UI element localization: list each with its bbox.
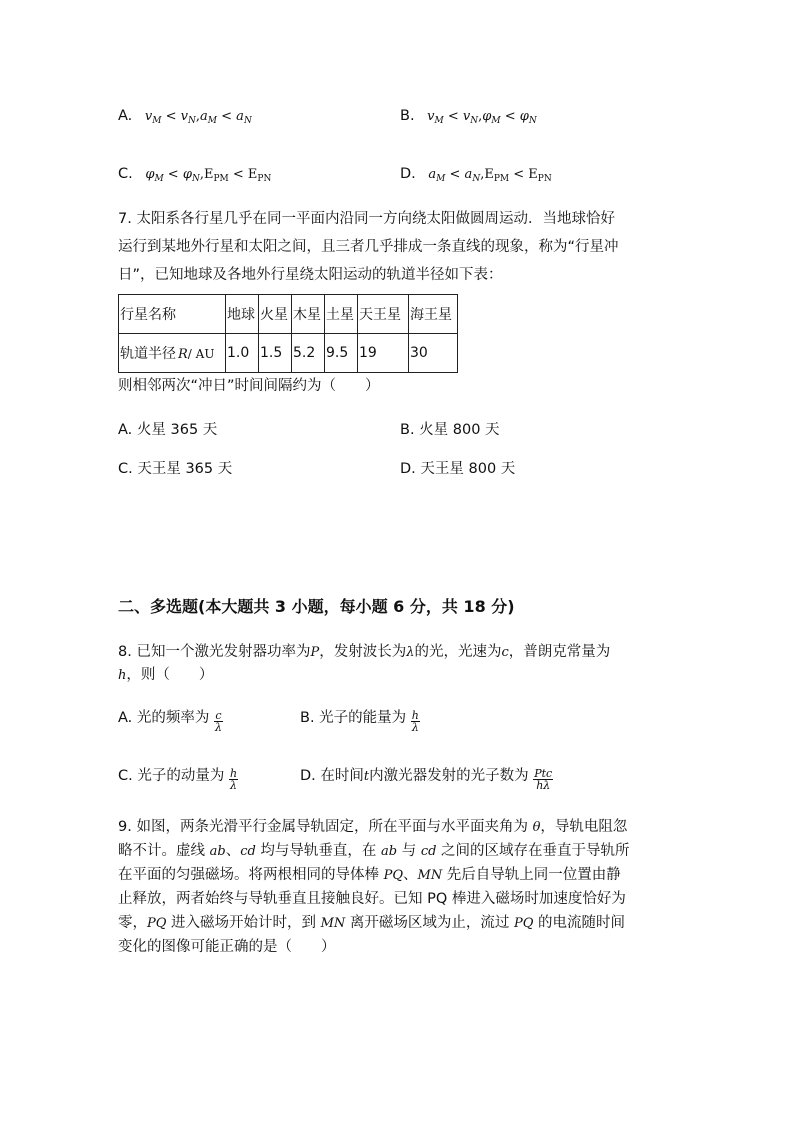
table-row bbox=[119, 334, 458, 373]
planet-orbit-table bbox=[118, 294, 458, 373]
q6-b-formula: $v_M < v_N,\varphi_M < \varphi_N$ bbox=[427, 109, 537, 126]
q7-option-a: A. 火星 365 天 bbox=[118, 422, 218, 438]
q7-line-3: 日”，已知地球及各地外行星绕太阳运动的轨道半径如下表： bbox=[118, 267, 503, 283]
q9-line-4: 止释放，两者始终与导轨垂直且接触良好。已知 PQ 棒进入磁场时加速度恰好为 bbox=[118, 891, 626, 907]
q6-a-formula: $v_M < v_N,a_M < a_N$ bbox=[144, 109, 252, 126]
q7-line-1: 7. 太阳系各行星几乎在同一平面内沿同一方向绕太阳做圆周运动．当地球恰好 bbox=[118, 211, 615, 227]
q8-stem-line-2: h，则（ ） bbox=[118, 667, 214, 683]
q9-line-2: 略不计。虚线 ab、cd 均与导轨垂直，在 ab 与 cd 之间的区域存在垂直于导轨所 bbox=[118, 843, 630, 859]
table-header-cell: 海王星 bbox=[409, 295, 458, 334]
table-header-cell: 火星 bbox=[259, 295, 292, 334]
table-cell: 1.0 bbox=[226, 334, 259, 373]
q6-c-formula: $\varphi_M < \varphi_N,E_{PM} < E_{PN}$ bbox=[145, 167, 272, 184]
table-header-cell: 地球 bbox=[226, 295, 259, 334]
table-cell: 9.5 bbox=[325, 334, 358, 373]
table-cell: 30 bbox=[409, 334, 458, 373]
table-row-label: 轨道半径 R/ AU bbox=[119, 334, 226, 373]
q8-option-c: C. 光子的动量为 $\frac{h}{\lambda}$ bbox=[118, 767, 238, 792]
table-header-cell: 木星 bbox=[292, 295, 325, 334]
fraction: $\frac{h}{\lambda}$ bbox=[411, 709, 419, 734]
q8-stem-line-1: 8. 已知一个激光发射器功率为P，发射波长为λ的光，光速为c，普朗克常量为 bbox=[118, 644, 611, 660]
table-cell: 1.5 bbox=[259, 334, 292, 373]
q6-option-b: B. $v_M < v_N,\varphi_M < \varphi_N$ bbox=[400, 108, 537, 126]
q9-line-5: 零，PQ 进入磁场开始计时，到 MN 离开磁场区域为止，流过 PQ 的电流随时间 bbox=[118, 915, 626, 931]
table-header-row bbox=[119, 295, 458, 334]
q8-option-a: A. 光的频率为 $\frac{c}{\lambda}$ bbox=[118, 709, 222, 734]
q9-line-1: 9. 如图，两条光滑平行金属导轨固定，所在平面与水平面夹角为 θ，导轨电阻忽 bbox=[118, 819, 628, 835]
fraction: $\frac{\text{Ptc}}{h\lambda}$ bbox=[534, 767, 553, 792]
table-header-cell: 天王星 bbox=[358, 295, 409, 334]
fraction: $\frac{h}{\lambda}$ bbox=[229, 767, 238, 792]
q7-option-d: D. 天王星 800 天 bbox=[400, 461, 516, 477]
table-header-cell: 行星名称 bbox=[119, 295, 226, 334]
q8-option-d: D. 在时间t内激光器发射的光子数为 $\frac{\text{Ptc}}{h\lambda}$ bbox=[300, 767, 553, 792]
q7-option-b: B. 火星 800 天 bbox=[400, 422, 500, 438]
section-heading: 二、多选题(本大题共 3 小题，每小题 6 分，共 18 分) bbox=[118, 597, 515, 616]
table-cell: 19 bbox=[358, 334, 409, 373]
q6-option-a: A. $v_M < v_N,a_M < a_N$ bbox=[118, 108, 252, 126]
q7-option-c: C. 天王星 365 天 bbox=[118, 461, 233, 477]
q9-line-6: 变化的图像可能正确的是（ ） bbox=[118, 939, 336, 955]
q8-option-b: B. 光子的能量为 $\frac{h}{\lambda}$ bbox=[300, 709, 419, 734]
q6-option-c: C. $\varphi_M < \varphi_N,E_{PM} < E_{PN}$ bbox=[118, 166, 272, 184]
table-cell: 5.2 bbox=[292, 334, 325, 373]
fraction: $\frac{c}{\lambda}$ bbox=[215, 709, 222, 734]
q6-d-formula: $a_M < a_N,E_{PM} < E_{PN}$ bbox=[428, 167, 552, 184]
table-header-cell: 土星 bbox=[325, 295, 358, 334]
q6-option-d: D. $a_M < a_N,E_{PM} < E_{PN}$ bbox=[400, 166, 552, 184]
q9-line-3: 在平面的匀强磁场。将两根相同的导体棒 PQ、MN 先后自导轨上同一位置由静 bbox=[118, 867, 621, 883]
q7-line-2: 运行到某地外行星和太阳之间，且三者几乎排成一条直线的现象，称为“行星冲 bbox=[118, 239, 619, 255]
q7-prompt: 则相邻两次“冲日”时间间隔约为（ ） bbox=[118, 378, 380, 394]
